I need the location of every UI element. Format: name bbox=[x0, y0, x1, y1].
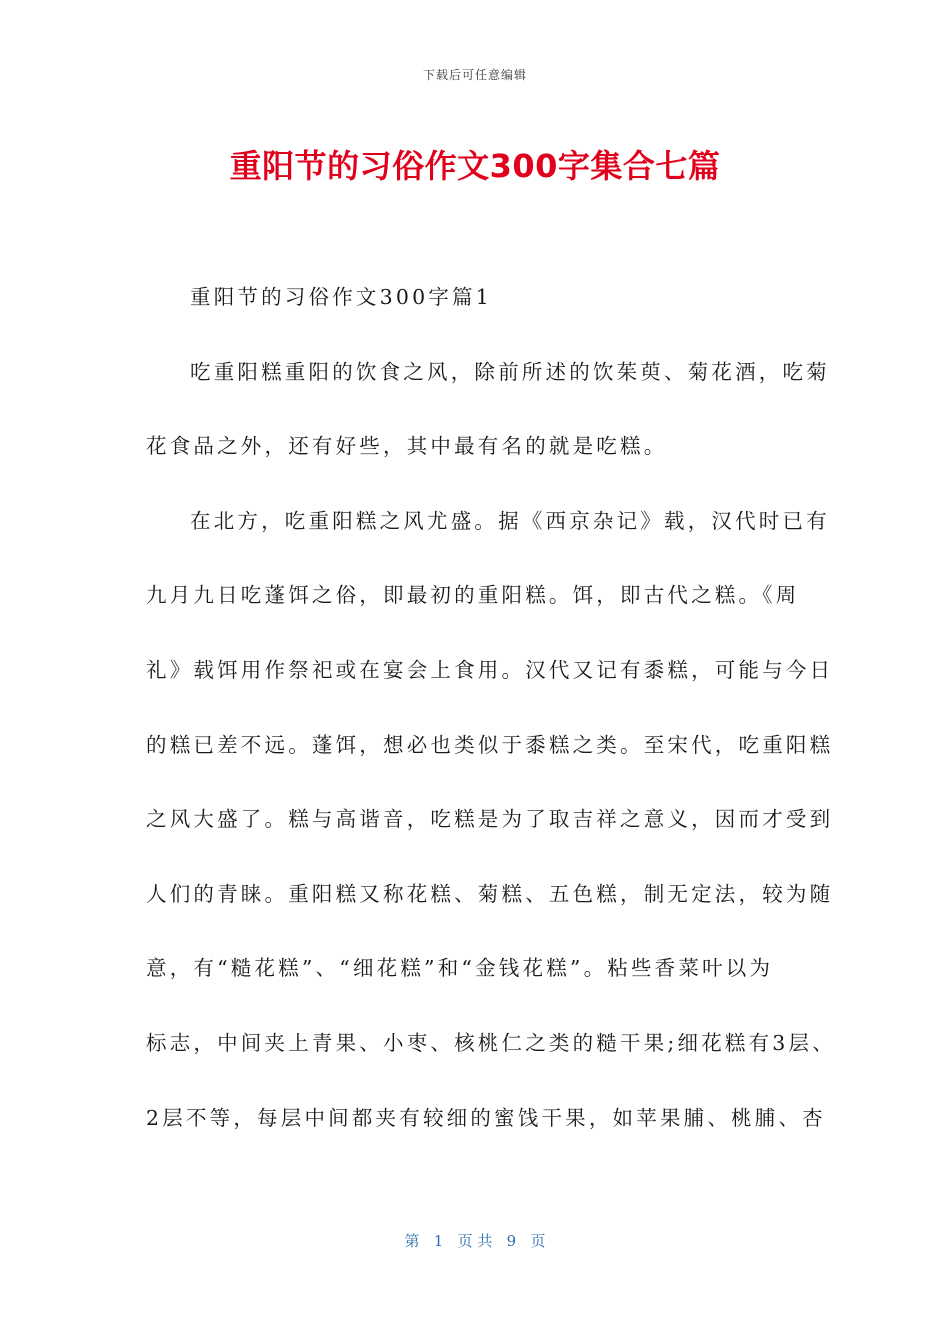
paragraph-line: 的糕已差不远。蓬饵，想必也类似于黍糕之类。至宋代，吃重阳糕 bbox=[146, 732, 834, 757]
document-title: 重阳节的习俗作文300字集合七篇 bbox=[229, 147, 721, 185]
paragraph-line: 在北方，吃重阳糕之风尤盛。据《西京杂记》载，汉代时已有 bbox=[190, 508, 830, 533]
page-number-footer: 第 1 页 共 9 页 bbox=[404, 1232, 546, 1250]
paragraph-line: 标志，中间夹上青果、小枣、核桃仁之类的糙干果;细花糕有3层、 bbox=[146, 1030, 836, 1055]
document-body bbox=[146, 260, 836, 1155]
page-header-note: 下载后可任意编辑 bbox=[422, 68, 527, 82]
paragraph-line: 吃重阳糕重阳的饮食之风，除前所述的饮茱萸、菊花酒，吃菊 bbox=[190, 359, 830, 384]
paragraph-line: 礼》载饵用作祭祀或在宴会上食用。汉代又记有黍糕，可能与今日 bbox=[146, 657, 834, 682]
section-heading: 重阳节的习俗作文300字篇1 bbox=[190, 285, 492, 309]
paragraph-line: 花食品之外，还有好些，其中最有名的就是吃糕。 bbox=[146, 434, 668, 459]
paragraph-line: 之风大盛了。糕与高谐音，吃糕是为了取吉祥之意义，因而才受到 bbox=[146, 807, 834, 832]
paragraph-line: 意，有“糙花糕”、“细花糕”和“金钱花糕”。粘些香菜叶以为 bbox=[146, 956, 774, 981]
paragraph-line: 人们的青睐。重阳糕又称花糕、菊糕、五色糕，制无定法，较为随 bbox=[146, 881, 834, 906]
paragraph-line: 2层不等，每层中间都夹有较细的蜜饯干果，如苹果脯、桃脯、杏 bbox=[146, 1105, 826, 1130]
paragraph-line: 九月九日吃蓬饵之俗，即最初的重阳糕。饵，即古代之糕。《周 bbox=[146, 583, 800, 608]
